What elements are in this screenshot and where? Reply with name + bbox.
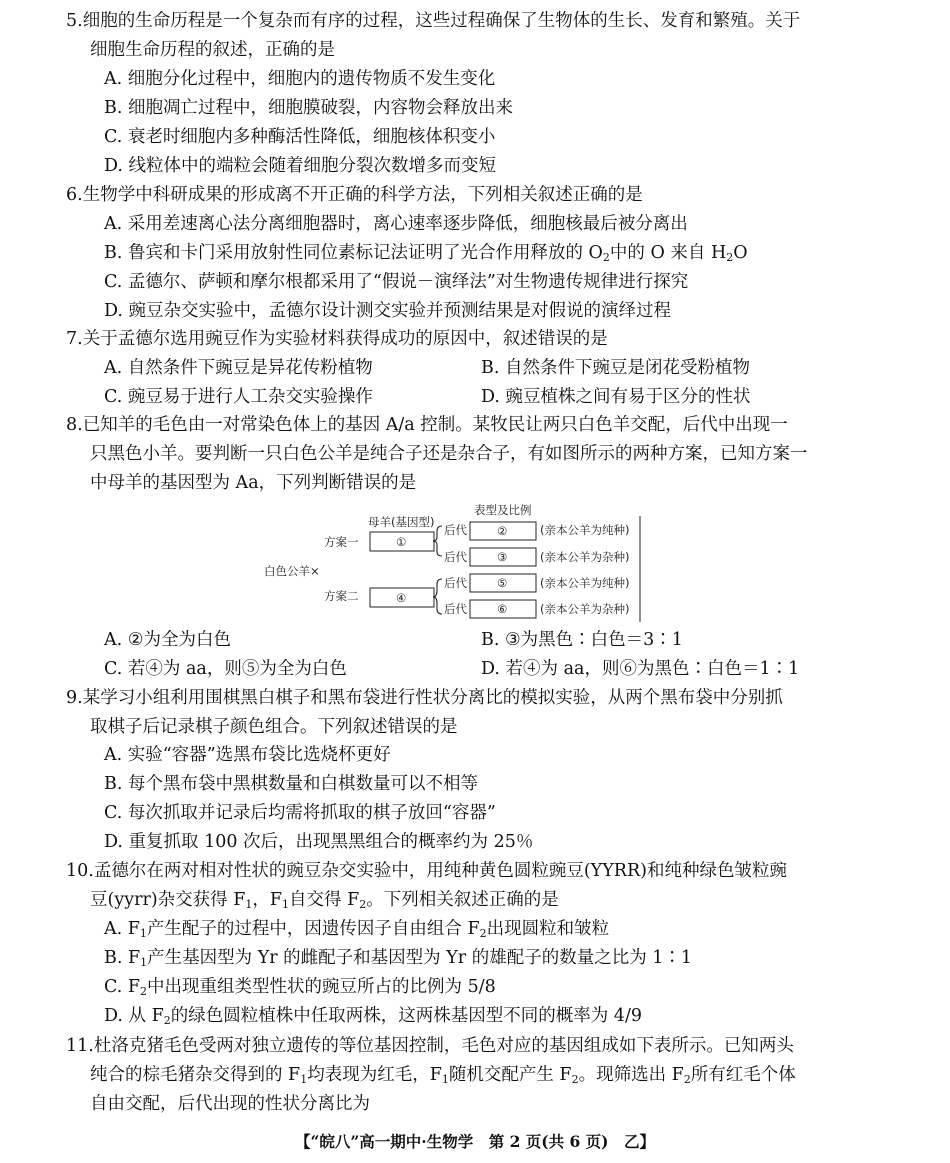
q8-option-c: C. 若④为 aa，则⑤为全为白色 [104, 659, 347, 679]
q7-option-b: B. 自然条件下豌豆是闭花受粉植物 [481, 358, 750, 378]
q11-stem-cont1 [90, 1062, 796, 1093]
q11-stem: 11.杜洛克猪毛色受两对独立遗传的等位基因控制，毛色对应的基因组成如下表所示。已知两头 [66, 1036, 794, 1056]
q7-option-c: C. 豌豆易于进行人工杂交实验操作 [104, 387, 373, 407]
q6-b-sub2: 2 [726, 251, 734, 264]
q10-option-c [104, 974, 496, 1005]
q8-option-a: A. ②为全为白色 [104, 630, 231, 650]
q10-a-t2: 产生配子的过程中，因遗传因子自由组合 F [146, 919, 480, 939]
q10-s-t3: 自交得 F [289, 890, 360, 910]
q11-s-t1: 纯合的棕毛猪杂交得到的 F [90, 1065, 301, 1085]
q10-c-sub1: 2 [140, 985, 148, 998]
q10-d-t1: D. 从 F [104, 1006, 164, 1026]
q11-s-sub1: 1 [300, 1073, 308, 1086]
q11-stem-cont2: 自由交配，后代出现的性状分离比为 [90, 1094, 370, 1114]
q10-b-t1: B. F [104, 948, 141, 968]
q6-b-sub1: 2 [602, 251, 610, 264]
q8-option-b: B. ③为黑色∶白色＝3∶1 [481, 630, 683, 650]
box-2-label: ② [497, 524, 508, 538]
q11-s-sub2: 1 [441, 1073, 449, 1086]
pure-bred-label-2: (亲本公羊为纯种) [540, 576, 630, 590]
q6-b-text3: O [733, 243, 748, 263]
q6-b-text2: 中的 O 来自 H [609, 243, 727, 263]
q7-option-d: D. 豌豆植株之间有易于区分的性状 [481, 387, 751, 407]
q5-option-c: C. 衰老时细胞内多种酶活性降低，细胞核体积变小 [104, 127, 496, 147]
header-phenotype-ratio: 表型及比例 [474, 503, 532, 517]
q5-stem: 5.细胞的生命历程是一个复杂而有序的过程，这些过程确保了生物体的生长、发育和繁殖。关于 [66, 11, 801, 31]
white-male-label: 白色公羊× [264, 564, 320, 578]
q10-stem: 10.孟德尔在两对相对性状的豌豆杂交实验中，用纯种黄色圆粒豌豆(YYRR)和纯种绿色皱粒豌 [66, 861, 787, 881]
q10-option-d [104, 1003, 642, 1034]
box-6-label: ⑥ [497, 602, 508, 616]
q8-stem: 8.已知羊的毛色由一对常染色体上的基因 A/a 控制。某牧民让两只白色羊交配，后代中出现一 [66, 415, 788, 435]
brace-plan-2 [433, 579, 442, 614]
q8-stem-cont2: 中母羊的基因型为 Aa，下列判断错误的是 [90, 473, 417, 493]
q9-stem: 9.某学习小组利用围棋黑白棋子和黑布袋进行性状分离比的模拟实验，从两个黑布袋中分别抓 [66, 688, 783, 708]
q7-option-a: A. 自然条件下豌豆是异花传粉植物 [104, 358, 373, 378]
q6-stem: 6.生物学中科研成果的形成离不开正确的科学方法，下列相关叙述正确的是 [66, 185, 643, 205]
q7-stem: 7.关于孟德尔选用豌豆作为实验材料获得成功的原因中，叙述错误的是 [66, 329, 608, 349]
q11-s-t2: 均表现为红毛，F [307, 1065, 442, 1085]
page-footer: 【“皖八”高一期中·生物学 第 2 页(共 6 页) 乙】 [294, 1132, 656, 1151]
q5-option-a: A. 细胞分化过程中，细胞内的遗传物质不发生变化 [104, 69, 496, 89]
q10-d-t2: 的绿色圆粒植株中任取两株，这两株基因型不同的概率为 4/9 [170, 1006, 642, 1026]
q5-option-b: B. 细胞凋亡过程中，细胞膜破裂，内容物会释放出来 [104, 98, 513, 118]
q10-b-sub1: 1 [140, 956, 148, 969]
q5-option-d: D. 线粒体中的端粒会随着细胞分裂次数增多而变短 [104, 156, 497, 176]
header-mother-genotype: 母羊(基因型) [368, 515, 435, 529]
offspring-label-3: 后代 [444, 576, 467, 590]
q9-option-d: D. 重复抓取 100 次后，出现黑黑组合的概率约为 25％ [104, 832, 534, 852]
q10-a-t3: 出现圆粒和皱粒 [486, 919, 610, 939]
q10-a-sub2: 2 [479, 927, 487, 940]
q6-option-c: C. 孟德尔、萨顿和摩尔根都采用了“假说－演绎法”对生物遗传规律进行探究 [104, 272, 689, 292]
box-1-label: ① [396, 535, 407, 549]
q11-s-t4: 。现筛选出 F [578, 1065, 684, 1085]
plan-one-label: 方案一 [324, 535, 359, 549]
offspring-label-2: 后代 [444, 550, 467, 564]
q8-stem-cont1: 只黑色小羊。要判断一只白色公羊是纯合子还是杂合子，有如图所示的两种方案，已知方案一 [90, 444, 808, 464]
q10-s-sub1: 1 [245, 898, 253, 911]
box-3-label: ③ [497, 550, 508, 564]
q10-s-t1: 豆(yyrr)杂交获得 F [90, 890, 246, 910]
q10-b-t2: 产生基因型为 Yr 的雌配子和基因型为 Yr 的雄配子的数量之比为 1∶1 [147, 948, 693, 968]
q9-option-a: A. 实验“容器”选黑布袋比选烧杯更好 [104, 745, 391, 765]
offspring-label-1: 后代 [444, 523, 467, 537]
q6-b-text1: B. 鲁宾和卡门采用放射性同位素标记法证明了光合作用释放的 O [104, 243, 603, 263]
q9-stem-cont: 取棋子后记录棋子颜色组合。下列叙述错误的是 [90, 717, 458, 737]
q10-c-t1: C. F [104, 977, 141, 997]
q11-s-t3: 随机交配产生 F [448, 1065, 572, 1085]
q6-option-b [104, 240, 748, 271]
q10-option-a [104, 916, 609, 947]
pure-bred-label-1: (亲本公羊为纯种) [540, 523, 630, 537]
plan-two-label: 方案二 [324, 589, 359, 603]
q10-a-t1: A. F [104, 919, 140, 939]
q8-option-d: D. 若④为 aa，则⑥为黑色∶白色＝1∶1 [481, 659, 800, 679]
box-4-label: ④ [396, 591, 407, 605]
q6-option-d: D. 豌豆杂交实验中，孟德尔设计测交实验并预测结果是对假说的演绎过程 [104, 301, 672, 321]
hybrid-label-1: (亲本公羊为杂种) [540, 550, 630, 564]
q10-s-sub3: 2 [359, 898, 367, 911]
q11-s-t5: 所有红毛个体 [690, 1065, 796, 1085]
q5-stem-cont: 细胞生命历程的叙述，正确的是 [90, 40, 335, 60]
q10-d-sub1: 2 [163, 1014, 171, 1027]
hybrid-label-2: (亲本公羊为杂种) [540, 602, 630, 616]
q9-option-b: B. 每个黑布袋中黑棋数量和白棋数量可以不相等 [104, 774, 478, 794]
breeding-scheme-diagram [258, 502, 658, 624]
q11-s-sub4: 2 [683, 1073, 691, 1086]
q6-option-a: A. 采用差速离心法分离细胞器时，离心速率逐步降低，细胞核最后被分离出 [104, 214, 688, 234]
q9-option-c: C. 每次抓取并记录后均需将抓取的棋子放回“容器” [104, 803, 496, 823]
q10-option-b [104, 945, 692, 976]
q10-a-sub1: 1 [139, 927, 147, 940]
q10-s-t2: ，F [252, 890, 283, 910]
offspring-label-4: 后代 [444, 602, 467, 616]
q11-s-sub3: 2 [571, 1073, 579, 1086]
q10-stem-cont [90, 887, 559, 918]
q10-c-t2: 中出现重组类型性状的豌豆所占的比例为 5/8 [147, 977, 496, 997]
q10-s-t4: 。下列相关叙述正确的是 [366, 890, 559, 910]
box-5-label: ⑤ [497, 576, 508, 590]
q10-s-sub2: 1 [282, 898, 290, 911]
